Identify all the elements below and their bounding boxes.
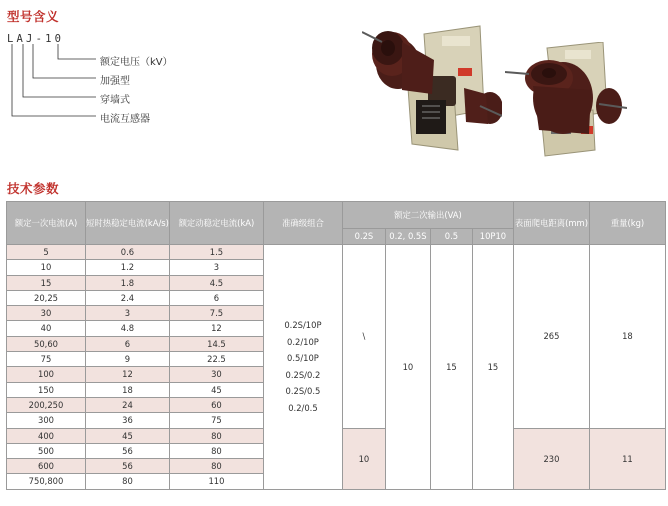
primary-current-cell: 40 [7,321,86,336]
model-section-title: 型号含义 [7,9,60,24]
thermal-current-cell: 4.8 [86,321,170,336]
dynamic-current-cell: 3 [169,260,263,275]
thermal-current-cell: 45 [86,428,170,443]
thermal-current-cell: 24 [86,397,170,412]
model-label-reinforced: 加强型 [100,76,130,87]
model-code: LAJ-10 [7,33,65,45]
tech-params-table [6,201,666,490]
output-0.2-0.5S-cell: 10 [385,245,430,490]
output-0.2S-upper-cell: \ [342,245,385,429]
dynamic-current-cell: 80 [169,459,263,474]
thermal-current-cell: 3 [86,306,170,321]
dynamic-current-cell: 60 [169,397,263,412]
primary-current-cell: 750,800 [7,474,86,489]
primary-current-cell: 30 [7,306,86,321]
thermal-current-cell: 2.4 [86,290,170,305]
dynamic-current-cell: 1.5 [169,245,263,260]
header-short-time-thermal-current: 短时热稳定电流(kA/s) [86,202,170,245]
dynamic-current-cell: 30 [169,367,263,382]
output-10P10-cell: 15 [472,245,513,490]
dynamic-current-cell: 22.5 [169,352,263,367]
thermal-current-cell: 6 [86,336,170,351]
accuracy-combination: 0.5/10P [287,353,319,364]
subheader-0.2S: 0.2S [342,229,385,245]
dynamic-current-cell: 80 [169,443,263,458]
thermal-current-cell: 0.6 [86,245,170,260]
primary-current-cell: 20,25 [7,290,86,305]
primary-current-cell: 150 [7,382,86,397]
primary-current-cell: 600 [7,459,86,474]
header-creepage-distance: 表面爬电距离(mm) [513,202,589,245]
primary-current-cell: 5 [7,245,86,260]
dynamic-current-cell: 75 [169,413,263,428]
primary-current-cell: 500 [7,443,86,458]
primary-current-cell: 75 [7,352,86,367]
tech-section-title: 技术参数 [7,181,60,196]
primary-current-cell: 300 [7,413,86,428]
header-secondary-output: 额定二次输出(VA) [342,202,513,229]
accuracy-combination: 0.2S/0.5 [285,386,321,397]
dynamic-current-cell: 7.5 [169,306,263,321]
creepage-lower-cell: 230 [513,428,589,489]
output-0.2S-lower-cell: 10 [342,428,385,489]
subheader-0.2-0.5S: 0.2, 0.5S [385,229,430,245]
header-dynamic-stable-current: 额定动稳定电流(kA) [169,202,263,245]
model-label-current-transformer: 电流互感器 [100,114,150,125]
accuracy-combination: 0.2S/0.2 [285,369,321,380]
model-label-rated-voltage: 额定电压（kV） [100,57,173,68]
thermal-current-cell: 9 [86,352,170,367]
dynamic-current-cell: 6 [169,290,263,305]
thermal-current-cell: 56 [86,443,170,458]
thermal-current-cell: 36 [86,413,170,428]
primary-current-cell: 400 [7,428,86,443]
dynamic-current-cell: 110 [169,474,263,489]
subheader-10P10: 10P10 [472,229,513,245]
primary-current-cell: 10 [7,260,86,275]
thermal-current-cell: 18 [86,382,170,397]
thermal-current-cell: 1.2 [86,260,170,275]
table-row [7,245,666,260]
weight-lower-cell: 11 [589,428,665,489]
thermal-current-cell: 1.8 [86,275,170,290]
accuracy-combination: 0.2S/10P [284,320,322,331]
primary-current-cell: 50,60 [7,336,86,351]
current-transformer-photo-right [505,42,627,162]
dynamic-current-cell: 12 [169,321,263,336]
dynamic-current-cell: 14.5 [169,336,263,351]
header-accuracy-combination: 准确级组合 [263,202,342,245]
creepage-upper-cell: 265 [513,245,589,429]
primary-current-cell: 15 [7,275,86,290]
header-rated-primary-current: 额定一次电流(A) [7,202,86,245]
primary-current-cell: 100 [7,367,86,382]
subheader-0.5: 0.5 [430,229,472,245]
thermal-current-cell: 80 [86,474,170,489]
weight-upper-cell: 18 [589,245,665,429]
dynamic-current-cell: 4.5 [169,275,263,290]
accuracy-combinations-cell [263,245,342,490]
header-weight: 重量(kg) [589,202,665,245]
dynamic-current-cell: 45 [169,382,263,397]
thermal-current-cell: 12 [86,367,170,382]
current-transformer-photo-left [362,24,502,162]
primary-current-cell: 200,250 [7,397,86,412]
dynamic-current-cell: 80 [169,428,263,443]
output-0.5-cell: 15 [430,245,472,490]
model-label-wall-bushing: 穿墙式 [100,95,130,106]
accuracy-combination: 0.2/10P [287,336,319,347]
thermal-current-cell: 56 [86,459,170,474]
accuracy-combination: 0.2/0.5 [288,402,318,413]
